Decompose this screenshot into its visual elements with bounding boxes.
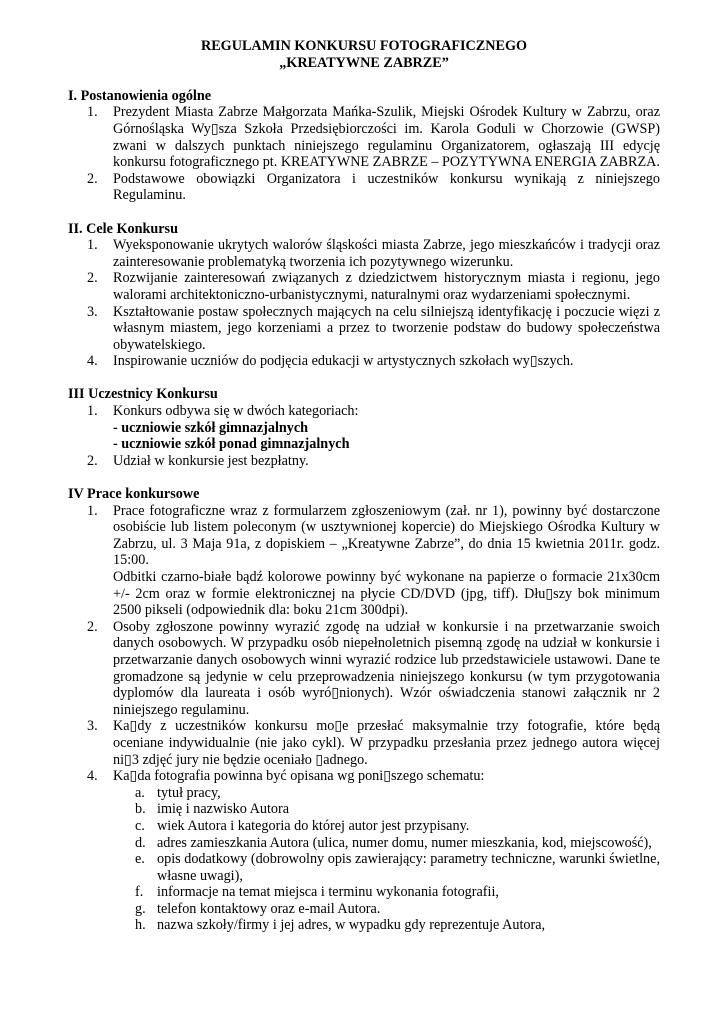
item-number: 2. [87, 452, 98, 469]
item-number: 2. [87, 618, 98, 635]
list-item [87, 452, 660, 470]
numbered-list [68, 403, 660, 469]
list-item [87, 403, 660, 453]
sub-item-text: nazwa szkoły/firmy i jej adres, w wypadku gdy reprezentuje Autora, [157, 917, 546, 934]
sub-item-letter: d. [135, 834, 146, 851]
list-item [87, 768, 660, 934]
item-number: 1. [87, 237, 98, 254]
list-item [87, 104, 660, 171]
item-text: Rozwijanie zainteresowań związanych z dziedzictwem historycznym miasta i regionu, jego walorami architektoniczno-urbanistycznymi, naturalnymi oraz wydarzeniami społecznymi. [113, 270, 660, 303]
item-number: 1. [87, 104, 98, 121]
item-text: Wyeksponowanie ukrytych walorów śląskości miasta Zabrze, jego mieszkańców i tradycji oraz zainteresowanie problematyką tworzenia ich pozytywnego wizerunku. [113, 237, 660, 270]
sub-item-letter: a. [135, 784, 145, 801]
sub-item-text: imię i nazwisko Autora [157, 801, 289, 818]
numbered-list [68, 503, 660, 934]
list-item [87, 303, 660, 354]
sub-item-text: telefon kontaktowy oraz e-mail Autora. [157, 900, 381, 917]
sub-item-text: opis dodatkowy (dobrowolny opis zawierający: parametry techniczne, warunki świetlne, własne uwagi), [157, 851, 660, 884]
item-number: 3. [87, 303, 98, 320]
item-text: Udział w konkursie jest bezpłatny. [113, 452, 309, 469]
numbered-list [68, 104, 660, 204]
section-heading: III Uczestnicy Konkursu [68, 386, 218, 403]
sub-list-item [135, 917, 660, 934]
sub-list-item [135, 817, 660, 835]
sub-item-letter: b. [135, 801, 146, 818]
item-number: 4. [87, 768, 98, 785]
list-item [87, 270, 660, 303]
category-ponadgimnazjum: - uczniowie szkół ponad gimnazjalnych [113, 436, 350, 453]
list-item [87, 170, 660, 204]
sub-item-text: adres zamieszkania Autora (ulica, numer domu, numer mieszkania, kod, miejscowość), [157, 834, 652, 851]
list-item [87, 237, 660, 270]
section-heading: I. Postanowienia ogólne [68, 87, 212, 104]
item-number: 4. [87, 353, 98, 370]
list-item [87, 502, 660, 619]
item-number: 2. [87, 170, 98, 187]
numbered-list [68, 237, 660, 370]
sub-item-letter: c. [135, 817, 145, 834]
sub-item-text: wiek Autora i kategoria do której autor jest przypisany. [157, 817, 470, 834]
item-text: Inspirowanie uczniów do podjęcia edukacji w artystycznych szkołach wy▯szych. [113, 353, 574, 370]
section-participants [68, 386, 660, 469]
title-line-1: REGULAMIN KONKURSU FOTOGRAFICZNEGO [200, 38, 528, 54]
sub-list-item [135, 851, 660, 884]
sub-item-letter: g. [135, 900, 146, 917]
item-text: Podstawowe obowiązki Organizatora i uczestników konkursu wynikają z niniejszego Regulaminu. [113, 170, 660, 204]
sub-item-text: informacje na temat miejsca i terminu wykonania fotografii, [157, 884, 499, 901]
title-line-2: „KREATYWNE ZABRZE” [279, 54, 449, 71]
sub-list-item [135, 784, 660, 802]
sub-list-item [135, 801, 660, 818]
document-title [68, 38, 660, 71]
sub-list-item [135, 884, 660, 901]
section-general-provisions [68, 88, 660, 204]
item-text: Osoby zgłoszone powinny wyrazić zgodę na udział w konkursie i na przetwarzanie swoich danych osobowych. W przypadku osób niepełnoletnich pisemną zgodę na udział w konkursie i przetwarzanie danych osobowych winni wyrazić rodzice lub przedstawiciele ustawowi. Dane te gromadzone są jedynie w celu przeprowadzenia niniejszego konkursu (w tym przygotowania dyplomów dla laureata i osób wyró▯nionych). Wzór oświadczenia stanowi załącznik nr 2 niniejszego regulaminu. [113, 618, 660, 718]
sub-list-item [135, 834, 660, 852]
item-number: 3. [87, 718, 98, 735]
item-number: 2. [87, 270, 98, 287]
item-text: Prace fotograficzne wraz z formularzem zgłoszeniowym (zał. nr 1), powinny być dostarczone osobiście lub listem poleconym (w usztywnionej kopercie) do Miejskiego Ośrodka Kultury w Zabrzu, ul. 3 Maja 91a, z dopiskiem – „Kreatywne Zabrze”, do dnia 15 kwietnia 2011r. godz. 15:00. [113, 502, 660, 569]
item-number: 1. [87, 403, 98, 420]
list-item [87, 718, 660, 768]
list-item [87, 353, 660, 370]
section-contest-works [68, 486, 660, 934]
item-text: Prezydent Miasta Zabrze Małgorzata Mańka-Szulik, Miejski Ośrodek Kultury w Zabrzu, oraz Górnośląska Wy▯sza Szkoła Przedsiębiorczości im. Karola Goduli w Chorzowie (GWSP) zwani w dalszych punktach niniejszego regulaminu Organizatorem, ogłaszają III edycję konkursu fotograficznego pt. KREATYWNE ZABRZE – POZYTYWNA ENERGIA ZABRZA. [113, 104, 660, 171]
item-text-continued: Odbitki czarno-białe bądź kolorowe powinny być wykonane na papierze o formacie 21x30cm +/- 2cm oraz w formie elektronicznej na płycie CD/DVD (jpg, tiff). Dłu▯szy bok minimum 2500 pikseli (odpowiednik dla: boku 21cm 300dpi). [113, 569, 660, 619]
lettered-list [113, 785, 660, 934]
category-gimnazjum: - uczniowie szkół gimnazjalnych [113, 419, 309, 436]
item-text: Konkurs odbywa się w dwóch kategoriach: [113, 403, 359, 420]
item-number: 1. [87, 502, 98, 519]
document-page [68, 38, 660, 934]
item-text: Kształtowanie postaw społecznych mających na celu silniejszą identyfikację i poczucie więzi z własnym miastem, jego korzeniami a przez to tworzenie podstaw do budowy społeczeństwa obywatelskiego. [113, 303, 660, 353]
sub-item-letter: h. [135, 917, 146, 934]
section-heading: II. Cele Konkursu [68, 220, 178, 237]
sub-list-item [135, 900, 660, 918]
section-contest-goals [68, 221, 660, 370]
sub-item-letter: f. [135, 884, 144, 901]
sub-item-letter: e. [135, 851, 145, 868]
item-text: Ka▯da fotografia powinna być opisana wg poni▯szego schematu: [113, 768, 485, 785]
section-heading: IV Prace konkursowe [68, 486, 200, 503]
sub-item-text: tytuł pracy, [157, 784, 221, 801]
item-text: Ka▯dy z uczestników konkursu mo▯e przesłać maksymalnie trzy fotografie, które będą oceniane indywidualnie (nie jako cykl). W przypadku przesłania przez jednego autora więcej ni▯3 zdjęć jury nie będzie oceniało ▯adnego. [113, 718, 660, 768]
list-item [87, 618, 660, 719]
